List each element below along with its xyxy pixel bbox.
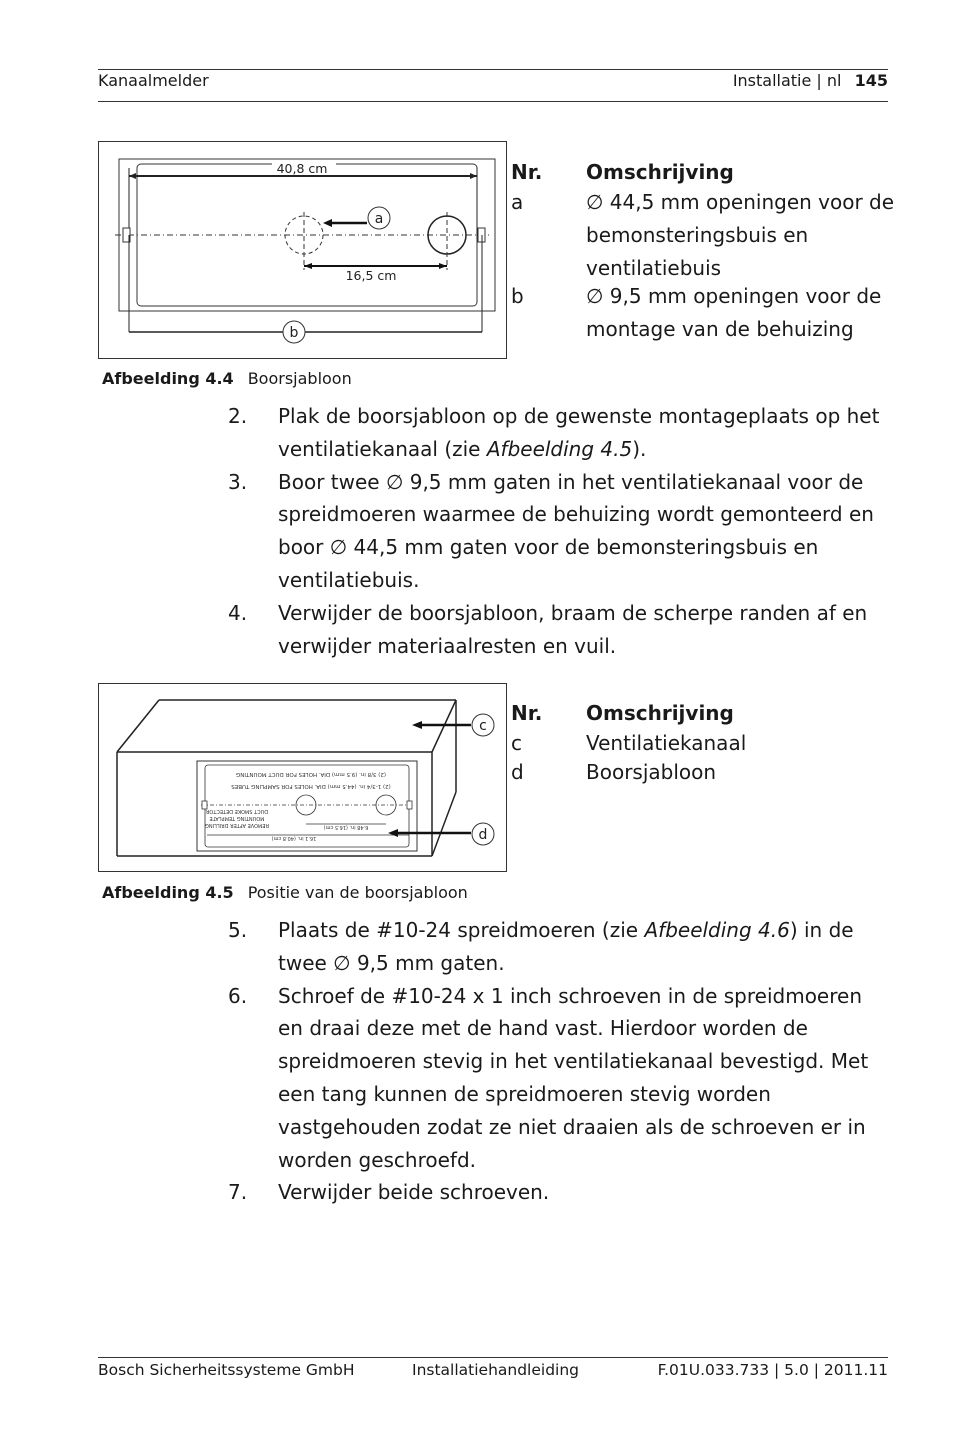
figure-caption-4-4 bbox=[102, 369, 352, 388]
legend-nr: b bbox=[511, 284, 524, 308]
step-item bbox=[228, 980, 893, 1177]
dim-width-label: 40,8 cm bbox=[276, 161, 328, 176]
page-header bbox=[98, 71, 888, 90]
step-number: 4. bbox=[228, 600, 248, 625]
callout-c: c bbox=[479, 718, 487, 734]
figure-drill-template bbox=[98, 141, 507, 359]
step-text: Schroef de #10-24 x 1 inch schroeven in de spreidmoeren en draai deze met de hand vast. Hierdoor worden de spreidmoeren stevig in het ventilatiekanaal bevestigd. Met een tang kunnen de spreidmoeren stevig worden vastgehouden zodat ze niet draaien als de schroeven er in worden geschroefd. bbox=[278, 983, 869, 1172]
template-line: 6.48 in. (16.5 cm) bbox=[323, 824, 369, 830]
figure-reference: Afbeelding 4.5 bbox=[486, 436, 633, 461]
callout-a: a bbox=[374, 211, 384, 227]
callout-b: b bbox=[289, 325, 299, 341]
drill-template-drawing bbox=[99, 142, 506, 358]
legend-nr: c bbox=[511, 731, 522, 755]
figure-reference: Afbeelding 4.6 bbox=[644, 918, 790, 942]
step-text-end: ) in de twee ∅ 9,5 mm gaten. bbox=[278, 918, 854, 975]
legend-nr: a bbox=[511, 190, 524, 214]
caption-label: Afbeelding 4.5 bbox=[102, 883, 234, 902]
caption-label: Afbeelding 4.4 bbox=[102, 369, 234, 388]
legend-nr: d bbox=[511, 760, 524, 784]
legend-desc: Boorsjabloon bbox=[586, 760, 717, 784]
step-text: Boor twee ∅ 9,5 mm gaten in het ventilatiekanaal voor de spreidmoeren waarmee de behuizing wordt gemonteerd en boor ∅ 44,5 mm gaten voor de bemonsteringsbuis en ventilatiebuis. bbox=[278, 469, 874, 592]
template-line: 16.1 in. (40.8 cm) bbox=[271, 835, 317, 841]
template-line: (2) 1-3/4 in. (44.5 mm) DIA. HOLES FOR SAMPLING TUBES bbox=[231, 783, 391, 789]
header-title: Kanaalmelder bbox=[98, 71, 209, 90]
caption-text: Boorsjabloon bbox=[247, 369, 352, 388]
legend-desc: ∅ 44,5 mm openingen voor de bemonsteringsbuis en ventilatiebuis bbox=[586, 190, 895, 280]
step-number: 5. bbox=[228, 918, 248, 942]
col-nr-header: Nr. bbox=[511, 160, 543, 184]
col-nr-header: Nr. bbox=[511, 701, 543, 725]
step-text: Verwijder de boorsjabloon, braam de scherpe randen af en verwijder materiaalresten en vuil. bbox=[278, 600, 868, 658]
callout-d: d bbox=[478, 827, 488, 843]
col-desc-header: Omschrijving bbox=[586, 160, 734, 184]
step-item bbox=[228, 914, 893, 980]
step-item bbox=[228, 400, 893, 466]
instruction-steps-2 bbox=[228, 914, 893, 1209]
page-number: 145 bbox=[854, 71, 888, 90]
step-number: 7. bbox=[228, 1180, 248, 1205]
header-section-label: Installatie | nl bbox=[732, 71, 842, 90]
step-number: 3. bbox=[228, 469, 248, 494]
figure-template-position bbox=[98, 683, 507, 872]
step-text: Plaats de #10-24 spreidmoeren (zie bbox=[278, 918, 645, 942]
dim-spacing-label: 16,5 cm bbox=[345, 268, 397, 283]
template-line: (2) 3/8 in. (9.5 mm) DIA. HOLES FOR DUCT MOUNTING bbox=[235, 771, 387, 777]
step-item bbox=[228, 597, 893, 663]
template-line: MOUNTING TEMPLATE bbox=[209, 815, 265, 821]
figure-caption-4-5 bbox=[102, 883, 468, 902]
step-text-end: ). bbox=[632, 436, 647, 461]
instruction-steps-1 bbox=[228, 400, 893, 662]
template-line: REMOVE AFTER DRILLING bbox=[205, 822, 269, 828]
step-number: 6. bbox=[228, 983, 248, 1008]
footer-company: Bosch Sicherheitssysteme GmbH bbox=[98, 1361, 355, 1379]
legend-desc: ∅ 9,5 mm openingen voor de montage van de behuizing bbox=[586, 284, 882, 341]
caption-text: Positie van de boorsjabloon bbox=[247, 883, 468, 902]
step-number: 2. bbox=[228, 404, 248, 428]
footer-document-id: F.01U.033.733 | 5.0 | 2011.11 bbox=[657, 1361, 888, 1379]
step-text: Plak de boorsjabloon op de gewenste montageplaats op het ventilatiekanaal (zie bbox=[278, 404, 880, 461]
step-item bbox=[228, 1176, 893, 1209]
header-top-rule bbox=[98, 69, 888, 70]
col-desc-header: Omschrijving bbox=[586, 701, 734, 725]
step-item bbox=[228, 466, 893, 597]
header-section bbox=[733, 71, 888, 90]
legend-desc: Ventilatiekanaal bbox=[586, 731, 747, 755]
footer-rule bbox=[98, 1357, 888, 1358]
footer-document-type: Installatiehandleiding bbox=[412, 1361, 580, 1379]
template-line: DUCT SMOKE DETECTOR bbox=[205, 808, 269, 814]
header-bottom-rule bbox=[98, 101, 888, 102]
duct-template-drawing bbox=[99, 684, 506, 871]
step-text: Verwijder beide schroeven. bbox=[278, 1180, 550, 1205]
